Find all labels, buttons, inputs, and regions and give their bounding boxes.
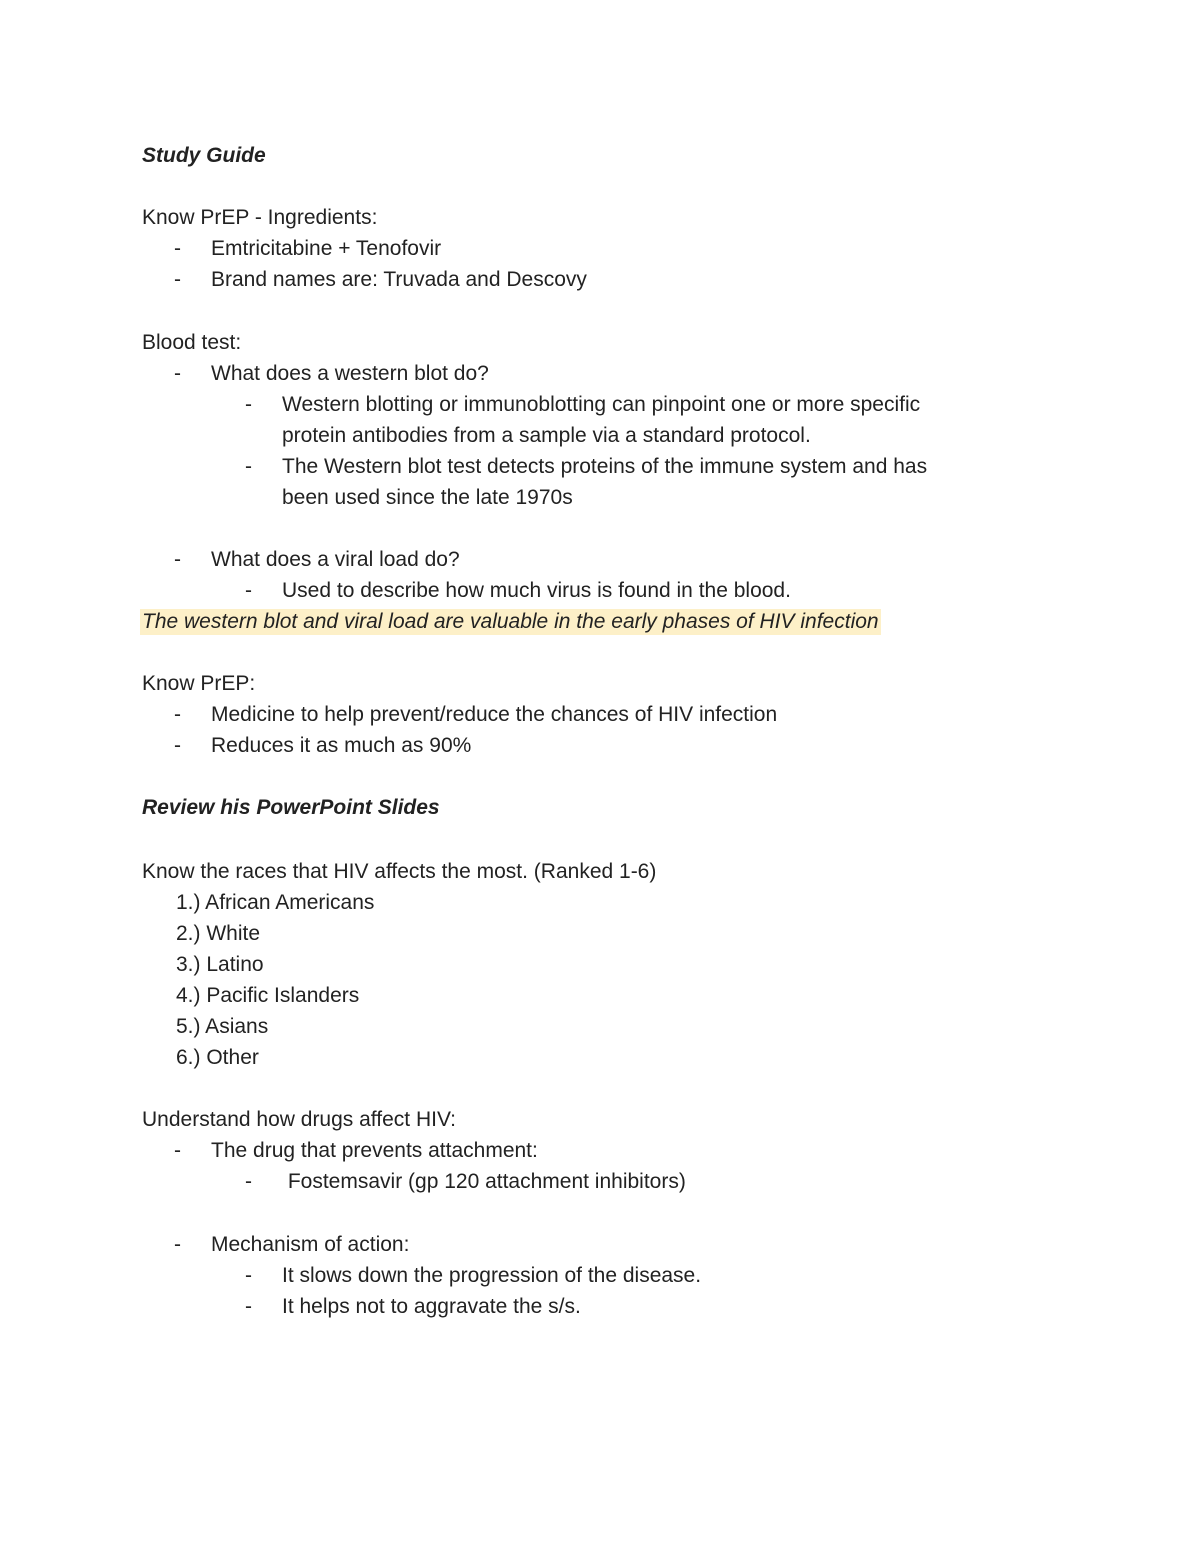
list-bullet: - [245,579,252,602]
list-bullet: - [174,1139,181,1162]
list-bullet: - [174,703,181,726]
page-title: Study Guide [142,144,266,167]
list-item: Fostemsavir (gp 120 attachment inhibitors) [282,1170,686,1193]
list-item: Medicine to help prevent/reduce the chances of HIV infection [211,703,778,726]
ranked-item: 2.) White [176,922,261,945]
list-bullet: - [174,268,181,291]
list-item-continuation: protein antibodies from a sample via a standard protocol. [282,424,811,447]
ranked-item: 6.) Other [176,1046,259,1069]
list-item: It helps not to aggravate the s/s. [282,1295,581,1318]
list-bullet: - [174,1233,181,1256]
ranked-item: 1.) African Americans [176,891,375,914]
list-item: Used to describe how much virus is found in the blood. [282,579,791,602]
list-bullet: - [245,393,252,416]
list-bullet: - [174,237,181,260]
list-bullet: - [245,1295,252,1318]
list-item: It slows down the progression of the disease. [282,1264,702,1287]
list-item: Reduces it as much as 90% [211,734,472,757]
list-item-continuation: been used since the late 1970s [282,486,573,509]
ranked-item: 5.) Asians [176,1015,269,1038]
viral-load-question: What does a viral load do? [211,548,460,571]
review-heading: Review his PowerPoint Slides [142,796,440,819]
ranked-item: 3.) Latino [176,953,264,976]
list-item: Emtricitabine + Tenofovir [211,237,442,260]
list-bullet: - [245,1264,252,1287]
ranked-item: 4.) Pacific Islanders [176,984,360,1007]
list-bullet: - [174,734,181,757]
list-bullet: - [174,362,181,385]
prep-ingredients-heading: Know PrEP - Ingredients: [142,206,378,229]
list-item: The Western blot test detects proteins of the immune system and has [282,455,928,478]
western-blot-question: What does a western blot do? [211,362,489,385]
attachment-question: The drug that prevents attachment: [211,1139,538,1162]
list-item: Western blotting or immunoblotting can pinpoint one or more specific [282,393,921,416]
know-prep-heading: Know PrEP: [142,672,256,695]
blood-test-heading: Blood test: [142,331,242,354]
drugs-heading: Understand how drugs affect HIV: [142,1108,457,1131]
list-item: Brand names are: Truvada and Descovy [211,268,587,291]
races-heading: Know the races that HIV affects the most. (Ranked 1-6) [142,860,657,883]
mechanism-heading: Mechanism of action: [211,1233,410,1256]
highlighted-note: The western blot and viral load are valuable in the early phases of HIV infection [142,610,879,633]
list-bullet: - [245,1170,252,1193]
list-bullet: - [245,455,252,478]
list-bullet: - [174,548,181,571]
